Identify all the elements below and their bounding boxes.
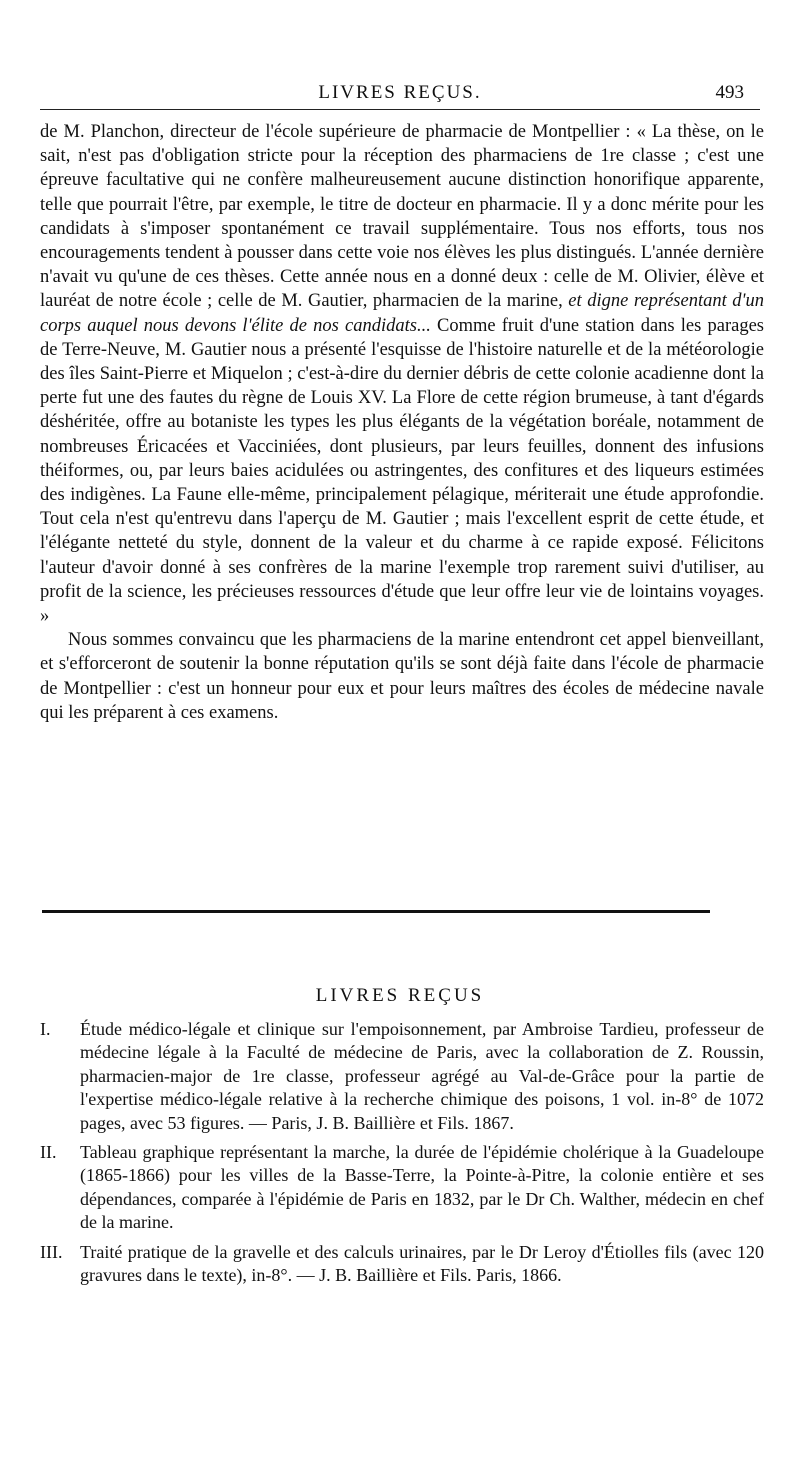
book-entry-number: II. <box>40 1142 57 1163</box>
paragraph-1-part-2: Comme fruit d'une station dans les parages de Terre-Neuve, M. Gautier nous a présenté l'esquisse de l'histoire naturelle et de la météorologie des îles Saint-Pierre et Miquelon ; c'est-à-dire du dernier débris de cette colonie acadienne dont la perte fut une des fautes du règne de Louis XV. La Flore de cette région brumeuse, à tant d'égards déshéritée, offre au botaniste les types les plus élégants de la végétation boréale, notamment de nombreuses Éricacées et Vacciniées, dont plusieurs, par leurs feuilles, donnent des infusions théiformes, ou, par leurs baies acidulées ou astringentes, des confitures et des liqueurs estimées des indigènes. La Faune elle-même, principalement pélagique, mériterait une étude approfondie. Tout cela n'est qu'entrevu dans l'aperçu de M. Gautier ; mais l'excellent esprit de cette étude, et l'élégante netteté du style, donnent de la valeur et du charme à ce rapide exposé. Félicitons l'auteur d'avoir donné à ses confrères de la marine l'exemple trop rarement suivi d'utiliser, au profit de la science, les précieuses ressources d'étude que leur offre leur vie de lointains voyages. » <box>40 315 764 627</box>
book-entry-text: Traité pratique de la gravelle et des calculs urinaires, par le Dr Leroy d'Étiolles fils (avec 120 gravures dans le texte), in-8°. — J. B. Baillière et Fils. Paris, 1866. <box>80 1241 764 1286</box>
paragraph-1-italic: et digne représentant d'un corps auquel nous devons l'élite de nos candidats... <box>40 291 764 336</box>
book-entry-number: III. <box>40 1241 63 1262</box>
book-entry <box>40 1141 764 1235</box>
section-divider <box>42 910 710 913</box>
page-number: 493 <box>715 82 744 103</box>
section-title: LIVRES REÇUS <box>315 985 485 1006</box>
book-list <box>40 1018 764 1293</box>
paragraph-2: Nous sommes convaincu que les pharmaciens de la marine entendront cet appel bienveillant, et s'efforceront de soutenir la bonne réputation qu'ils se sont déjà faite dans l'école de pharmacie de Montpellier : c'est un honneur pour eux et pour leurs maîtres des écoles de médecine navale qui les préparent à ces examens. <box>40 630 764 723</box>
book-entry-text: Étude médico-légale et clinique sur l'empoisonnement, par Ambroise Tardieu, professeur de médecine légale à la Faculté de médecine de Paris, avec la collaboration de Z. Roussin, pharmacien-major de 1re classe, professeur agrégé au Val-de-Grâce pour la partie de l'expertise médico-légale relative à la recherche chimique des poisons, 1 vol. in-8° de 1072 pages, avec 53 figures. — Paris, J. B. Baillière et Fils. 1867. <box>80 1019 764 1133</box>
book-entry <box>40 1018 764 1135</box>
book-entry-text: Tableau graphique représentant la marche, la durée de l'épidémie cholérique à la Guadeloupe (1865-1866) pour les villes de la Basse-Terre, la Pointe-à-Pitre, la colonie entière et ses dépendances, comparée à l'épidémie de Paris en 1832, par le Dr Ch. Walther, médecin en chef de la marine. <box>80 1142 764 1233</box>
paragraph-1-part-1: de M. Planchon, directeur de l'école supérieure de pharmacie de Montpellier : « La thèse, on le sait, n'est pas d'obligation stricte pour la réception des pharmaciens de 1re classe ; c'est une épreuve facultative qui ne confère malheureusement aucune distinction honorifique apparente, telle que pourrait l'être, par exemple, le titre de docteur en pharmacie. Il y a donc mérite pour les candidats à s'imposer spontanément ce travail supplémentaire. Tous nos efforts, tous nos encouragements tendent à pousser dans cette voie nos élèves les plus distingués. L'année dernière n'avait vu qu'une de ces thèses. Cette année nous en a donné deux : celle de M. Olivier, élève et lauréat de notre école ; celle de M. Gautier, pharmacien de la marine, <box>40 122 764 312</box>
running-title: LIVRES REÇUS. <box>318 82 482 103</box>
book-entry-number: I. <box>40 1019 51 1039</box>
book-entry <box>40 1241 764 1288</box>
paragraph-1 <box>40 120 764 628</box>
page-header <box>0 82 800 112</box>
header-rule <box>40 109 760 110</box>
main-text <box>40 120 764 725</box>
